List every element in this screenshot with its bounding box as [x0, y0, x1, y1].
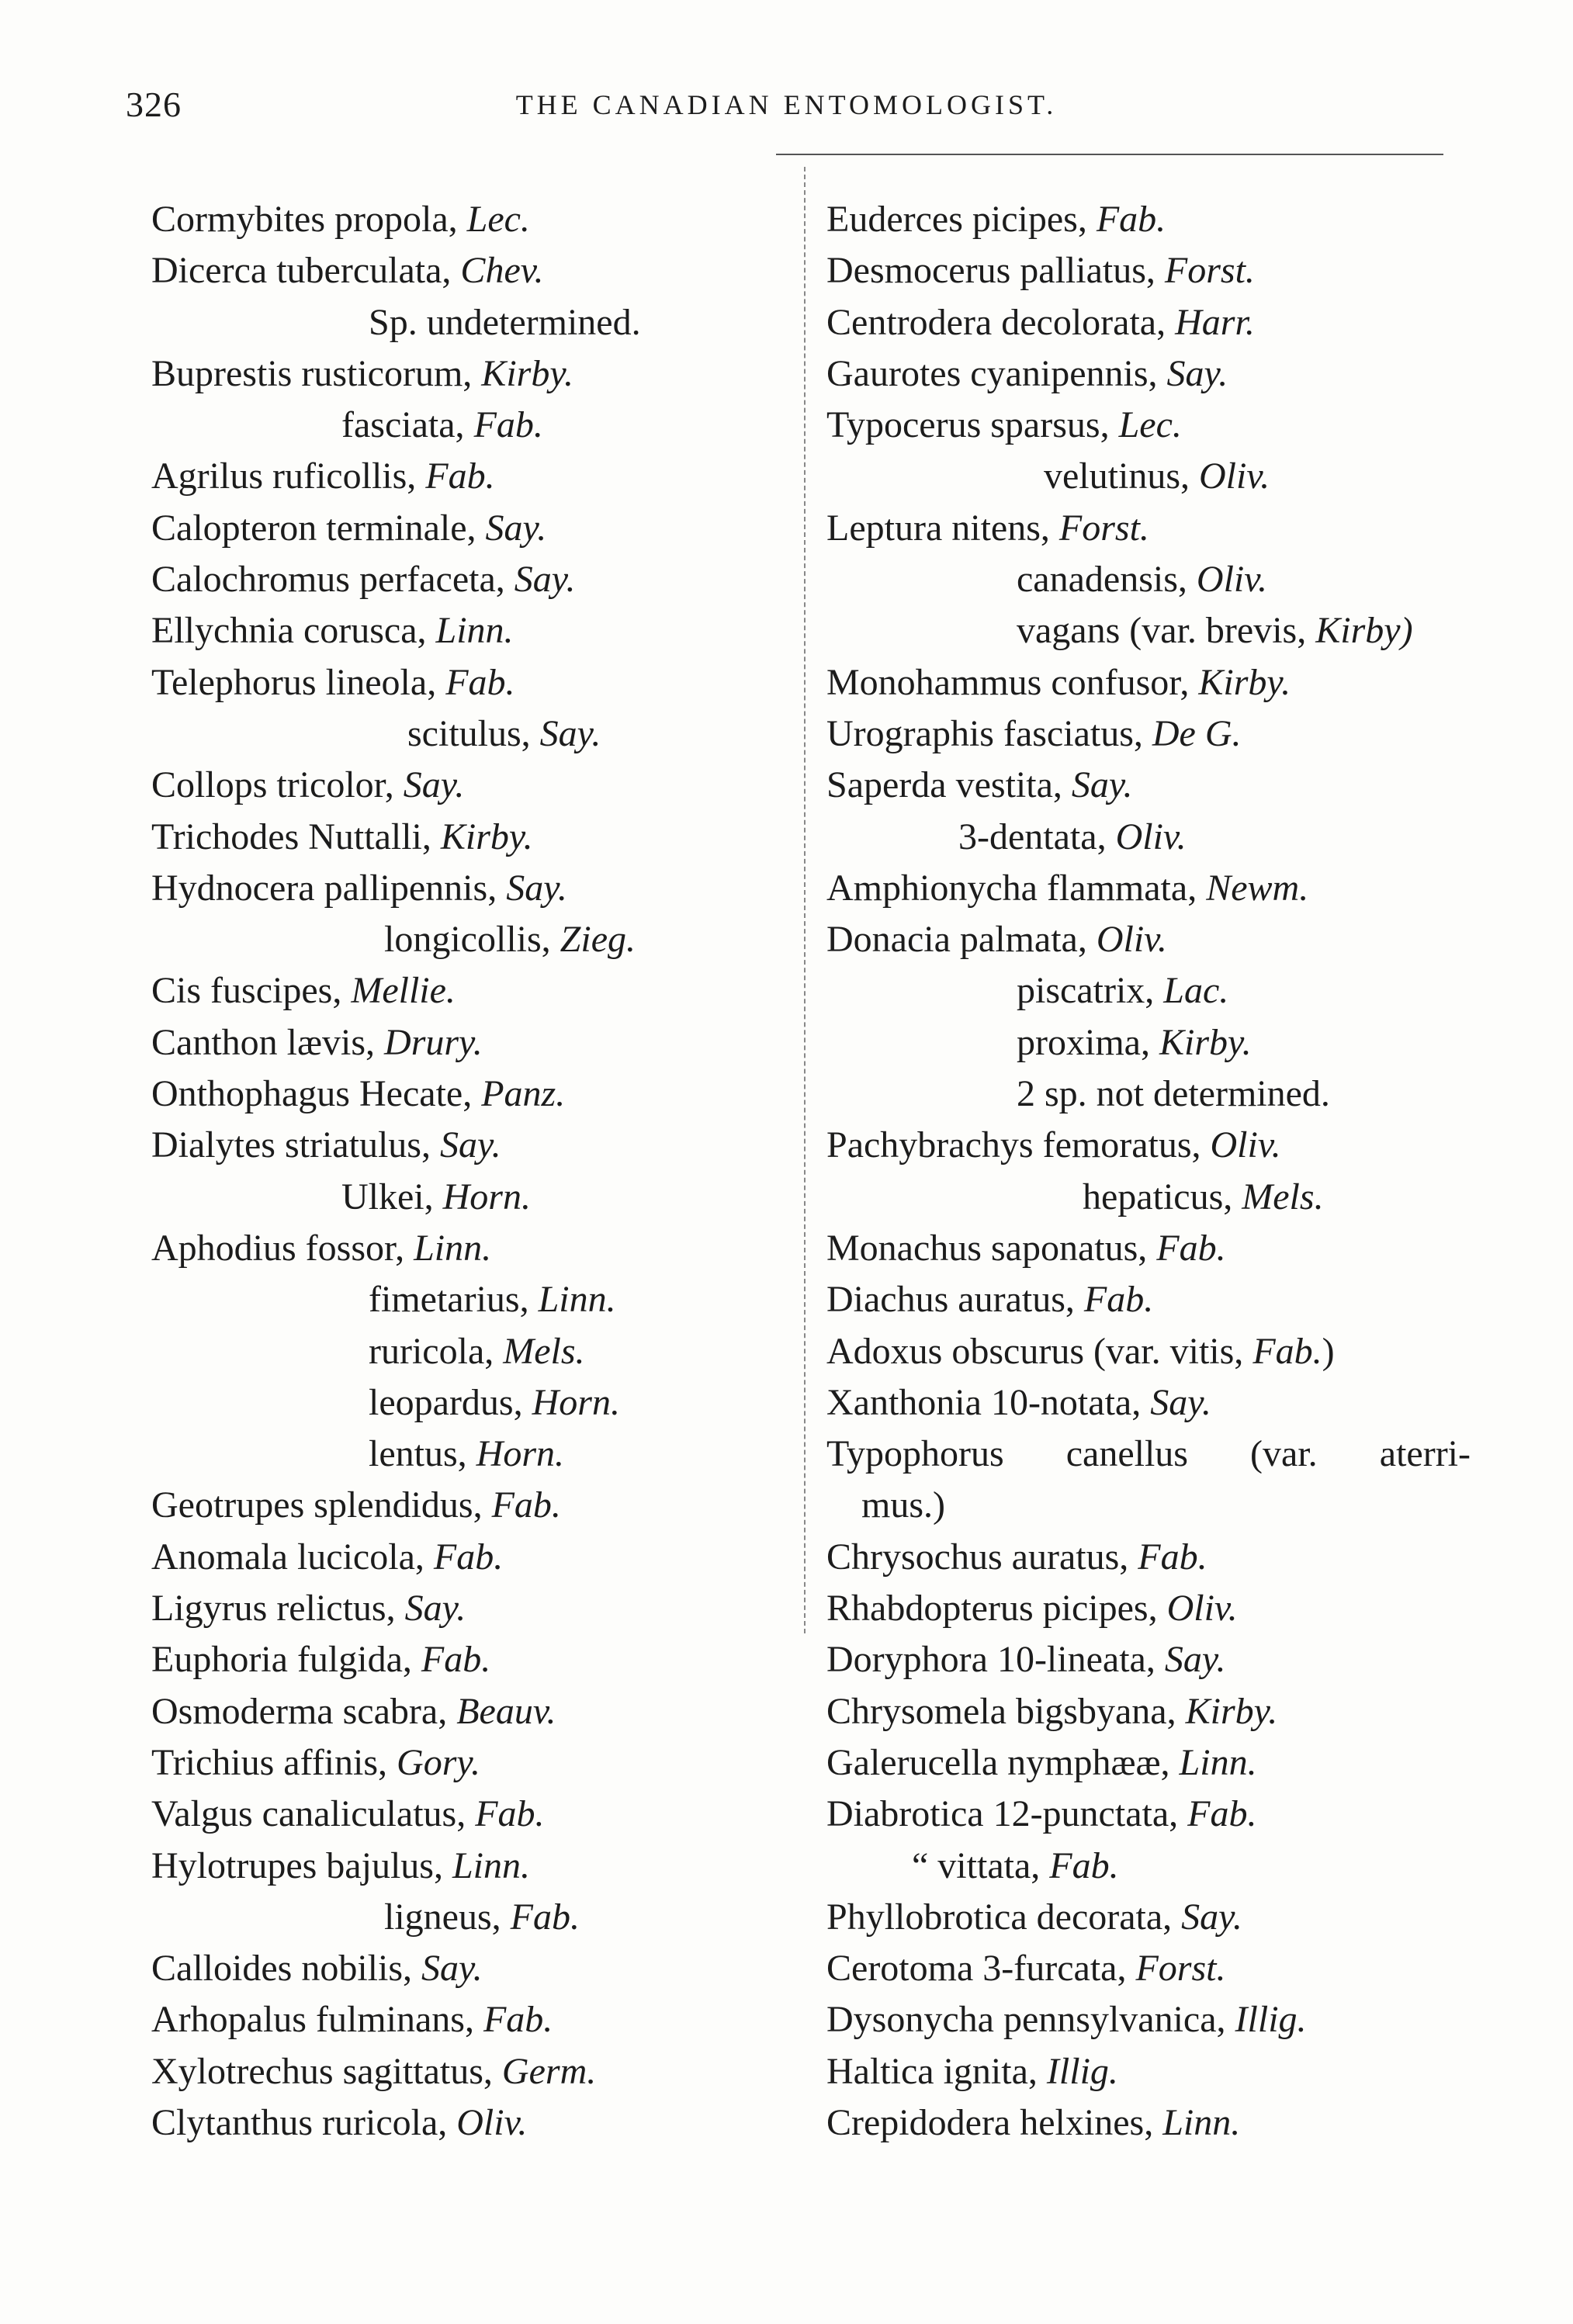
species-name: Chrysochus auratus,: [826, 1536, 1129, 1578]
species-author: Linn.: [452, 1844, 530, 1886]
species-entry: [151, 605, 772, 656]
species-entry: [151, 2046, 772, 2097]
species-entry: [151, 1326, 772, 1377]
species-author: Panz.: [481, 1073, 566, 1115]
species-name: Calopteron terminale,: [151, 507, 476, 549]
species-name: Gaurotes cyanipennis,: [826, 352, 1158, 394]
species-name: hepaticus,: [1083, 1176, 1233, 1217]
species-entry: [826, 1017, 1509, 1068]
species-name: mus.): [861, 1484, 945, 1526]
species-name: “ vittata,: [912, 1844, 1041, 1886]
species-entry: [151, 1068, 772, 1120]
species-author: Say.: [539, 712, 601, 754]
species-name: Xylotrechus sagittatus,: [151, 2050, 493, 2092]
species-name: Dialytes striatulus,: [151, 1124, 431, 1166]
species-name: Euphoria fulgida,: [151, 1639, 412, 1681]
species-entry: [151, 1274, 772, 1325]
running-title: THE CANADIAN ENTOMOLOGIST.: [515, 89, 1058, 120]
species-name: Centrodera decolorata,: [826, 301, 1166, 343]
species-name: proxima,: [1017, 1021, 1150, 1063]
species-entry: [826, 812, 1509, 863]
species-author: Drury.: [384, 1021, 483, 1063]
left-column: [151, 194, 772, 2149]
species-name: Cormybites propola,: [151, 199, 458, 240]
species-entry: [826, 1429, 1471, 1480]
species-name: Ligyrus relictus,: [151, 1588, 396, 1630]
species-name: velutinus,: [1044, 455, 1190, 497]
species-entry: [826, 1377, 1509, 1429]
species-name: Sp. undetermined.: [369, 301, 641, 343]
species-name: vagans (var. brevis,: [1017, 610, 1307, 652]
species-entry: [151, 554, 772, 605]
species-name: fasciata,: [341, 404, 465, 446]
species-name: Clytanthus ruricola,: [151, 2101, 448, 2143]
species-author: Kirby.: [1198, 661, 1291, 703]
species-name: Osmoderma scabra,: [151, 1690, 448, 1732]
species-author: Say.: [403, 764, 465, 806]
page-header: [0, 84, 1573, 130]
species-author: Linn.: [435, 610, 514, 652]
species-author: Fab.: [475, 1793, 545, 1835]
species-entry: [826, 2046, 1509, 2097]
species-entry: [826, 708, 1509, 760]
species-author: Lac.: [1163, 970, 1229, 1012]
species-author: Forst.: [1135, 1948, 1226, 1990]
species-author: Say.: [1181, 1896, 1242, 1938]
species-author: Germ.: [501, 2050, 597, 2092]
species-author: Kirby.: [440, 816, 533, 857]
species-author: Harr.: [1175, 301, 1255, 343]
species-author: Horn.: [476, 1433, 564, 1475]
species-author: Say.: [506, 867, 567, 909]
species-author: Illig.: [1235, 1999, 1307, 2041]
species-entry: [826, 1994, 1509, 2045]
species-author: Mels.: [503, 1330, 585, 1372]
species-author: Say.: [1150, 1381, 1211, 1423]
species-name: Donacia palmata,: [826, 919, 1087, 961]
species-entry: [826, 1172, 1509, 1223]
species-entry: [826, 1737, 1509, 1789]
species-author: Say.: [514, 559, 576, 601]
species-entry: [151, 708, 772, 760]
species-author: Illig.: [1046, 2050, 1118, 2092]
species-name: Buprestis rusticorum,: [151, 352, 473, 394]
species-name: Hydnocera pallipennis,: [151, 867, 497, 909]
species-author: Say.: [1166, 352, 1228, 394]
species-entry: [826, 657, 1509, 708]
species-name: leopardus,: [369, 1381, 523, 1423]
species-name: Agrilus ruficollis,: [151, 455, 417, 497]
species-entry: [826, 1943, 1509, 1994]
species-name: 3-dentata,: [958, 816, 1107, 857]
species-name: Euderces picipes,: [826, 199, 1087, 240]
species-author: Horn.: [532, 1381, 620, 1423]
species-entry: [151, 1841, 772, 1892]
species-name: Leptura nitens,: [826, 507, 1050, 549]
closing-paren: ): [1322, 1330, 1335, 1372]
species-name: Urographis fasciatus,: [826, 712, 1143, 754]
species-name: Arhopalus fulminans,: [151, 1999, 474, 2041]
species-entry: [826, 554, 1509, 605]
species-name: lentus,: [369, 1433, 467, 1475]
species-author: Say.: [421, 1948, 483, 1990]
species-author: Fab.: [1049, 1844, 1119, 1886]
species-name: Calloides nobilis,: [151, 1948, 412, 1990]
species-author: Fab.: [445, 661, 515, 703]
species-author: Linn.: [414, 1227, 492, 1269]
species-name: Cis fuscipes,: [151, 970, 342, 1012]
species-entry: [826, 245, 1509, 296]
species-author: Oliv.: [1166, 1588, 1238, 1630]
species-author: Horn.: [442, 1176, 531, 1217]
species-name: Galerucella nymphææ,: [826, 1741, 1170, 1783]
species-name: fimetarius,: [369, 1279, 529, 1321]
species-author: Fab.: [1096, 199, 1166, 240]
species-entry: [151, 503, 772, 554]
species-entry: [826, 1274, 1509, 1325]
species-author: Fab.: [1187, 1793, 1257, 1835]
species-author: Kirby: [1315, 610, 1401, 652]
species-entry: [151, 863, 772, 914]
species-author: Kirby.: [1159, 1021, 1252, 1063]
species-entry: [151, 297, 772, 348]
species-entry: [826, 760, 1509, 811]
species-entry: [151, 1532, 772, 1583]
species-entry: [826, 914, 1509, 965]
header-rule: [776, 154, 1443, 155]
species-entry: [151, 1994, 772, 2045]
species-author: Oliv.: [1199, 455, 1270, 497]
species-name: canadensis,: [1017, 559, 1187, 601]
species-entry: [826, 451, 1509, 502]
species-name: Typocerus sparsus,: [826, 404, 1110, 446]
species-name: Chrysomela bigsbyana,: [826, 1690, 1176, 1732]
species-author: Fab.: [473, 404, 543, 446]
species-author: De G.: [1152, 712, 1242, 754]
species-entry: [151, 1120, 772, 1171]
species-author: Fab.: [421, 1639, 491, 1681]
species-author: Beauv.: [456, 1690, 556, 1732]
species-author: Fab.: [510, 1896, 580, 1938]
species-author: Kirby.: [1185, 1690, 1278, 1732]
species-name: Monohammus confusor,: [826, 661, 1190, 703]
species-entry: [151, 657, 772, 708]
species-name: 2 sp. not determined.: [1017, 1073, 1330, 1115]
species-name: Cerotoma 3-furcata,: [826, 1948, 1127, 1990]
species-entry: [151, 1223, 772, 1274]
species-author: Fab.: [433, 1536, 504, 1578]
species-entry: [151, 760, 772, 811]
species-author: Fab.: [1156, 1227, 1226, 1269]
species-entry: [151, 400, 772, 451]
species-entry: [151, 194, 772, 245]
species-name: Ulkei,: [341, 1176, 434, 1217]
species-entry: [151, 1583, 772, 1634]
species-author: Linn.: [538, 1279, 616, 1321]
species-author: Chev.: [460, 250, 544, 292]
species-name: Onthophagus Hecate,: [151, 1073, 473, 1115]
species-entry: [826, 400, 1509, 451]
species-name: Doryphora 10-lineata,: [826, 1639, 1155, 1681]
species-author: Say.: [485, 507, 547, 549]
species-entry: [151, 914, 772, 965]
species-author: Forst.: [1058, 507, 1149, 549]
species-author: Oliv.: [1096, 919, 1167, 961]
species-author: Forst.: [1164, 250, 1255, 292]
species-entry: [826, 2097, 1509, 2149]
species-author: Mellie.: [351, 970, 456, 1012]
species-entry: [826, 1068, 1509, 1120]
page-number: 326: [126, 85, 182, 124]
species-name: Canthon lævis,: [151, 1021, 376, 1063]
species-entry: [151, 812, 772, 863]
species-name: longicollis,: [384, 919, 551, 961]
species-name: ligneus,: [384, 1896, 501, 1938]
species-author: Fab.: [491, 1484, 561, 1526]
species-name: Hylotrupes bajulus,: [151, 1844, 443, 1886]
species-author: Fab.: [1138, 1536, 1207, 1578]
species-entry: [151, 1789, 772, 1840]
species-author: Fab.: [425, 455, 495, 497]
species-name: piscatrix,: [1017, 970, 1155, 1012]
species-name: Anomala lucicola,: [151, 1536, 424, 1578]
species-entry: [151, 348, 772, 400]
right-column: [826, 194, 1509, 2149]
species-entry: [826, 1532, 1509, 1583]
species-author: Kirby.: [481, 352, 573, 394]
species-entry: [151, 1892, 772, 1943]
species-entry: [826, 965, 1509, 1017]
species-name: Phyllobrotica decorata,: [826, 1896, 1173, 1938]
species-author: Say.: [1071, 764, 1133, 806]
species-author: Say.: [439, 1124, 501, 1166]
species-entry: [151, 1634, 772, 1685]
species-author: Linn.: [1162, 2101, 1241, 2143]
species-entry: [826, 1686, 1509, 1737]
species-author: Fab.: [1253, 1330, 1322, 1372]
species-entry: [151, 2097, 772, 2149]
species-name: Monachus saponatus,: [826, 1227, 1148, 1269]
species-entry: [151, 1686, 772, 1737]
species-entry: [151, 245, 772, 296]
species-name: Xanthonia 10-notata,: [826, 1381, 1142, 1423]
species-name: Haltica ignita,: [826, 2050, 1038, 2092]
species-name: Aphodius fossor,: [151, 1227, 405, 1269]
species-author: Oliv.: [1196, 559, 1267, 601]
species-author: Gory.: [397, 1741, 481, 1783]
species-name: Geotrupes splendidus,: [151, 1484, 483, 1526]
species-name: ruricola,: [369, 1330, 494, 1372]
species-entry: [826, 1326, 1509, 1377]
species-name: Collops tricolor,: [151, 764, 394, 806]
species-author: Mels.: [1242, 1176, 1324, 1217]
species-entry: [151, 1377, 772, 1429]
species-entry: [151, 1737, 772, 1789]
species-name: Saperda vestita,: [826, 764, 1062, 806]
species-author: Oliv.: [1210, 1124, 1281, 1166]
species-entry: [826, 1120, 1509, 1171]
species-author: Newm.: [1206, 867, 1309, 909]
species-name: Diachus auratus,: [826, 1279, 1075, 1321]
species-name: Crepidodera helxines,: [826, 2101, 1154, 2143]
species-entry: [826, 348, 1509, 400]
species-name: Ellychnia corusca,: [151, 610, 427, 652]
species-author: Fab.: [483, 1999, 553, 2041]
species-entry: [826, 297, 1509, 348]
species-entry: [826, 1892, 1509, 1943]
species-name: Dicerca tuberculata,: [151, 250, 452, 292]
species-entry: [826, 1223, 1509, 1274]
species-entry: [826, 1634, 1509, 1685]
species-name: Telephorus lineola,: [151, 661, 437, 703]
species-entry: [151, 451, 772, 502]
species-name: Trichius affinis,: [151, 1741, 388, 1783]
species-author: Linn.: [1179, 1741, 1257, 1783]
species-entry: [826, 1583, 1509, 1634]
species-name: Valgus canaliculatus,: [151, 1793, 466, 1835]
species-name: Dysonycha pennsylvanica,: [826, 1999, 1226, 2041]
species-name: Adoxus obscurus (var. vitis,: [826, 1330, 1244, 1372]
species-entry: [151, 965, 772, 1017]
species-entry: [151, 1480, 772, 1531]
species-name: Trichodes Nuttalli,: [151, 816, 431, 857]
species-entry: [826, 503, 1509, 554]
species-name: Diabrotica 12-punctata,: [826, 1793, 1179, 1835]
species-author: Lec.: [1118, 404, 1182, 446]
species-name: Amphionycha flammata,: [826, 867, 1197, 909]
species-name: Rhabdopterus picipes,: [826, 1588, 1158, 1630]
species-author: Fab.: [1083, 1279, 1154, 1321]
species-name: Pachybrachys femoratus,: [826, 1124, 1201, 1166]
species-name: scitulus,: [407, 712, 531, 754]
species-entry: [151, 1429, 772, 1480]
species-name: Desmocerus palliatus,: [826, 250, 1155, 292]
species-entry: [151, 1943, 772, 1994]
species-author: Oliv.: [1115, 816, 1187, 857]
closing-paren: ): [1400, 610, 1413, 652]
species-entry-continuation: [826, 1480, 1509, 1531]
species-entry: [826, 863, 1509, 914]
species-author: Oliv.: [456, 2101, 528, 2143]
species-entry: [151, 1017, 772, 1068]
species-name: Calochromus perfaceta,: [151, 559, 505, 601]
column-divider: [804, 167, 806, 1633]
species-entry: [826, 1789, 1509, 1840]
species-entry: [826, 194, 1509, 245]
species-name: Typophorus canellus (var. aterri-: [826, 1433, 1471, 1475]
species-entry: [151, 1172, 772, 1223]
species-author: Lec.: [466, 199, 530, 240]
species-entry: [826, 605, 1509, 656]
species-author: Say.: [1164, 1639, 1226, 1681]
species-entry: [826, 1841, 1509, 1892]
species-author: Say.: [404, 1588, 466, 1630]
species-author: Zieg.: [560, 919, 636, 961]
